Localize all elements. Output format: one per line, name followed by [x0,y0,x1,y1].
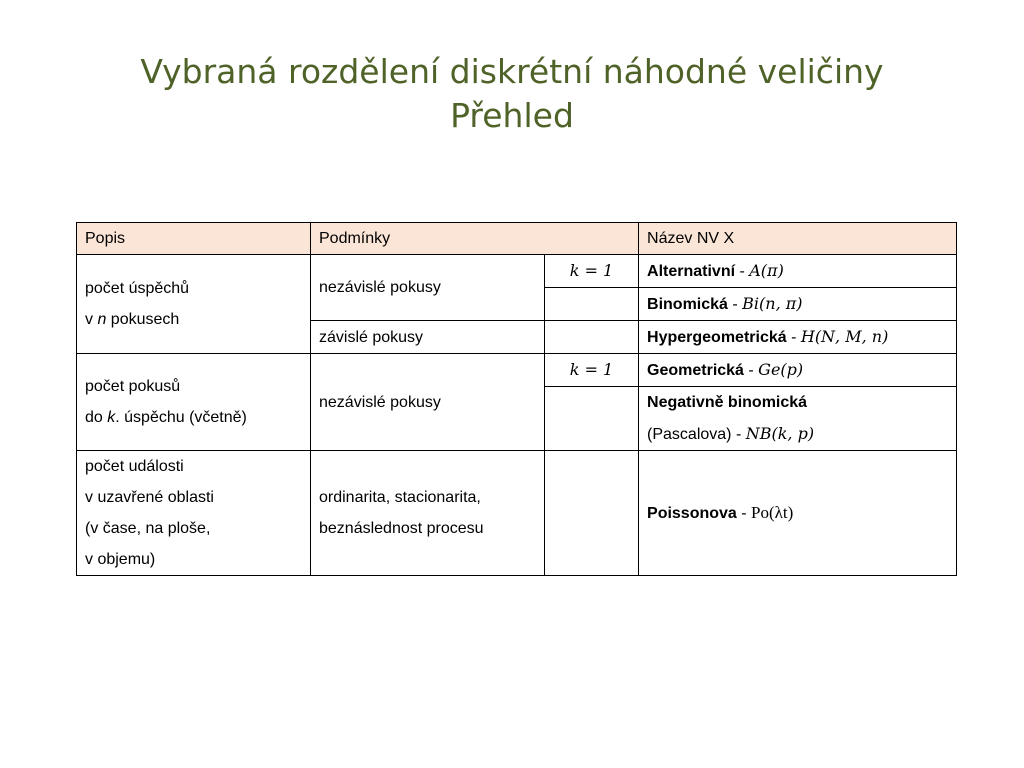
table-row [77,451,957,576]
distribution-overview-table [76,222,957,576]
popis-successes [77,255,311,354]
cond-poisson-process: ordinarita, stacionarita, beznáslednost procesu [311,451,545,576]
cond-independent-trials: nezávislé pokusy [311,255,545,321]
empty-condition-cell [545,288,639,321]
empty-condition-cell [545,321,639,354]
cond-independent-trials-2: nezávislé pokusy [311,354,545,451]
header-nazev: Název NV X [639,223,957,255]
popis-trials-line2: do k. úspěchu (včetně) [85,409,247,426]
slide-title [0,50,1024,138]
popis-events: počet události v uzavřené oblasti (v čase, na ploše, v objemu) [77,451,311,576]
popis-successes-line2: v n pokusech [85,311,180,328]
dist-binomial: Binomická - 𝐵𝑖(𝑛, 𝜋) [639,288,957,321]
table-header-row [77,223,957,255]
k-condition-cell: 𝑘 = 1 [545,255,639,288]
dist-hypergeometric: Hypergeometrická - 𝐻(𝑁, 𝑀, 𝑛) [639,321,957,354]
dist-alternative: Alternativní - 𝐴(𝜋) [639,255,957,288]
popis-successes-line1: počet úspěchů [85,280,190,297]
empty-condition-cell [545,387,639,451]
slide-title-line1: Vybraná rozdělení diskrétní náhodné veličiny [140,52,884,91]
slide-title-line2: Přehled [450,96,574,135]
dist-negative-binomial: Negativně binomická (Pascalova) - 𝑁𝐵(𝑘, 𝑝) [639,387,957,451]
dist-poisson: Poissonova - Po(λt) [639,451,957,576]
header-popis: Popis [77,223,311,255]
empty-condition-cell [545,451,639,576]
dist-geometric: Geometrická - 𝐺𝑒(𝑝) [639,354,957,387]
popis-trials [77,354,311,451]
header-podminky: Podmínky [311,223,639,255]
popis-trials-line1: počet pokusů [85,378,181,395]
k-condition-cell: 𝑘 = 1 [545,354,639,387]
table-row [77,354,957,387]
table-row [77,255,957,288]
cond-dependent-trials: závislé pokusy [311,321,545,354]
